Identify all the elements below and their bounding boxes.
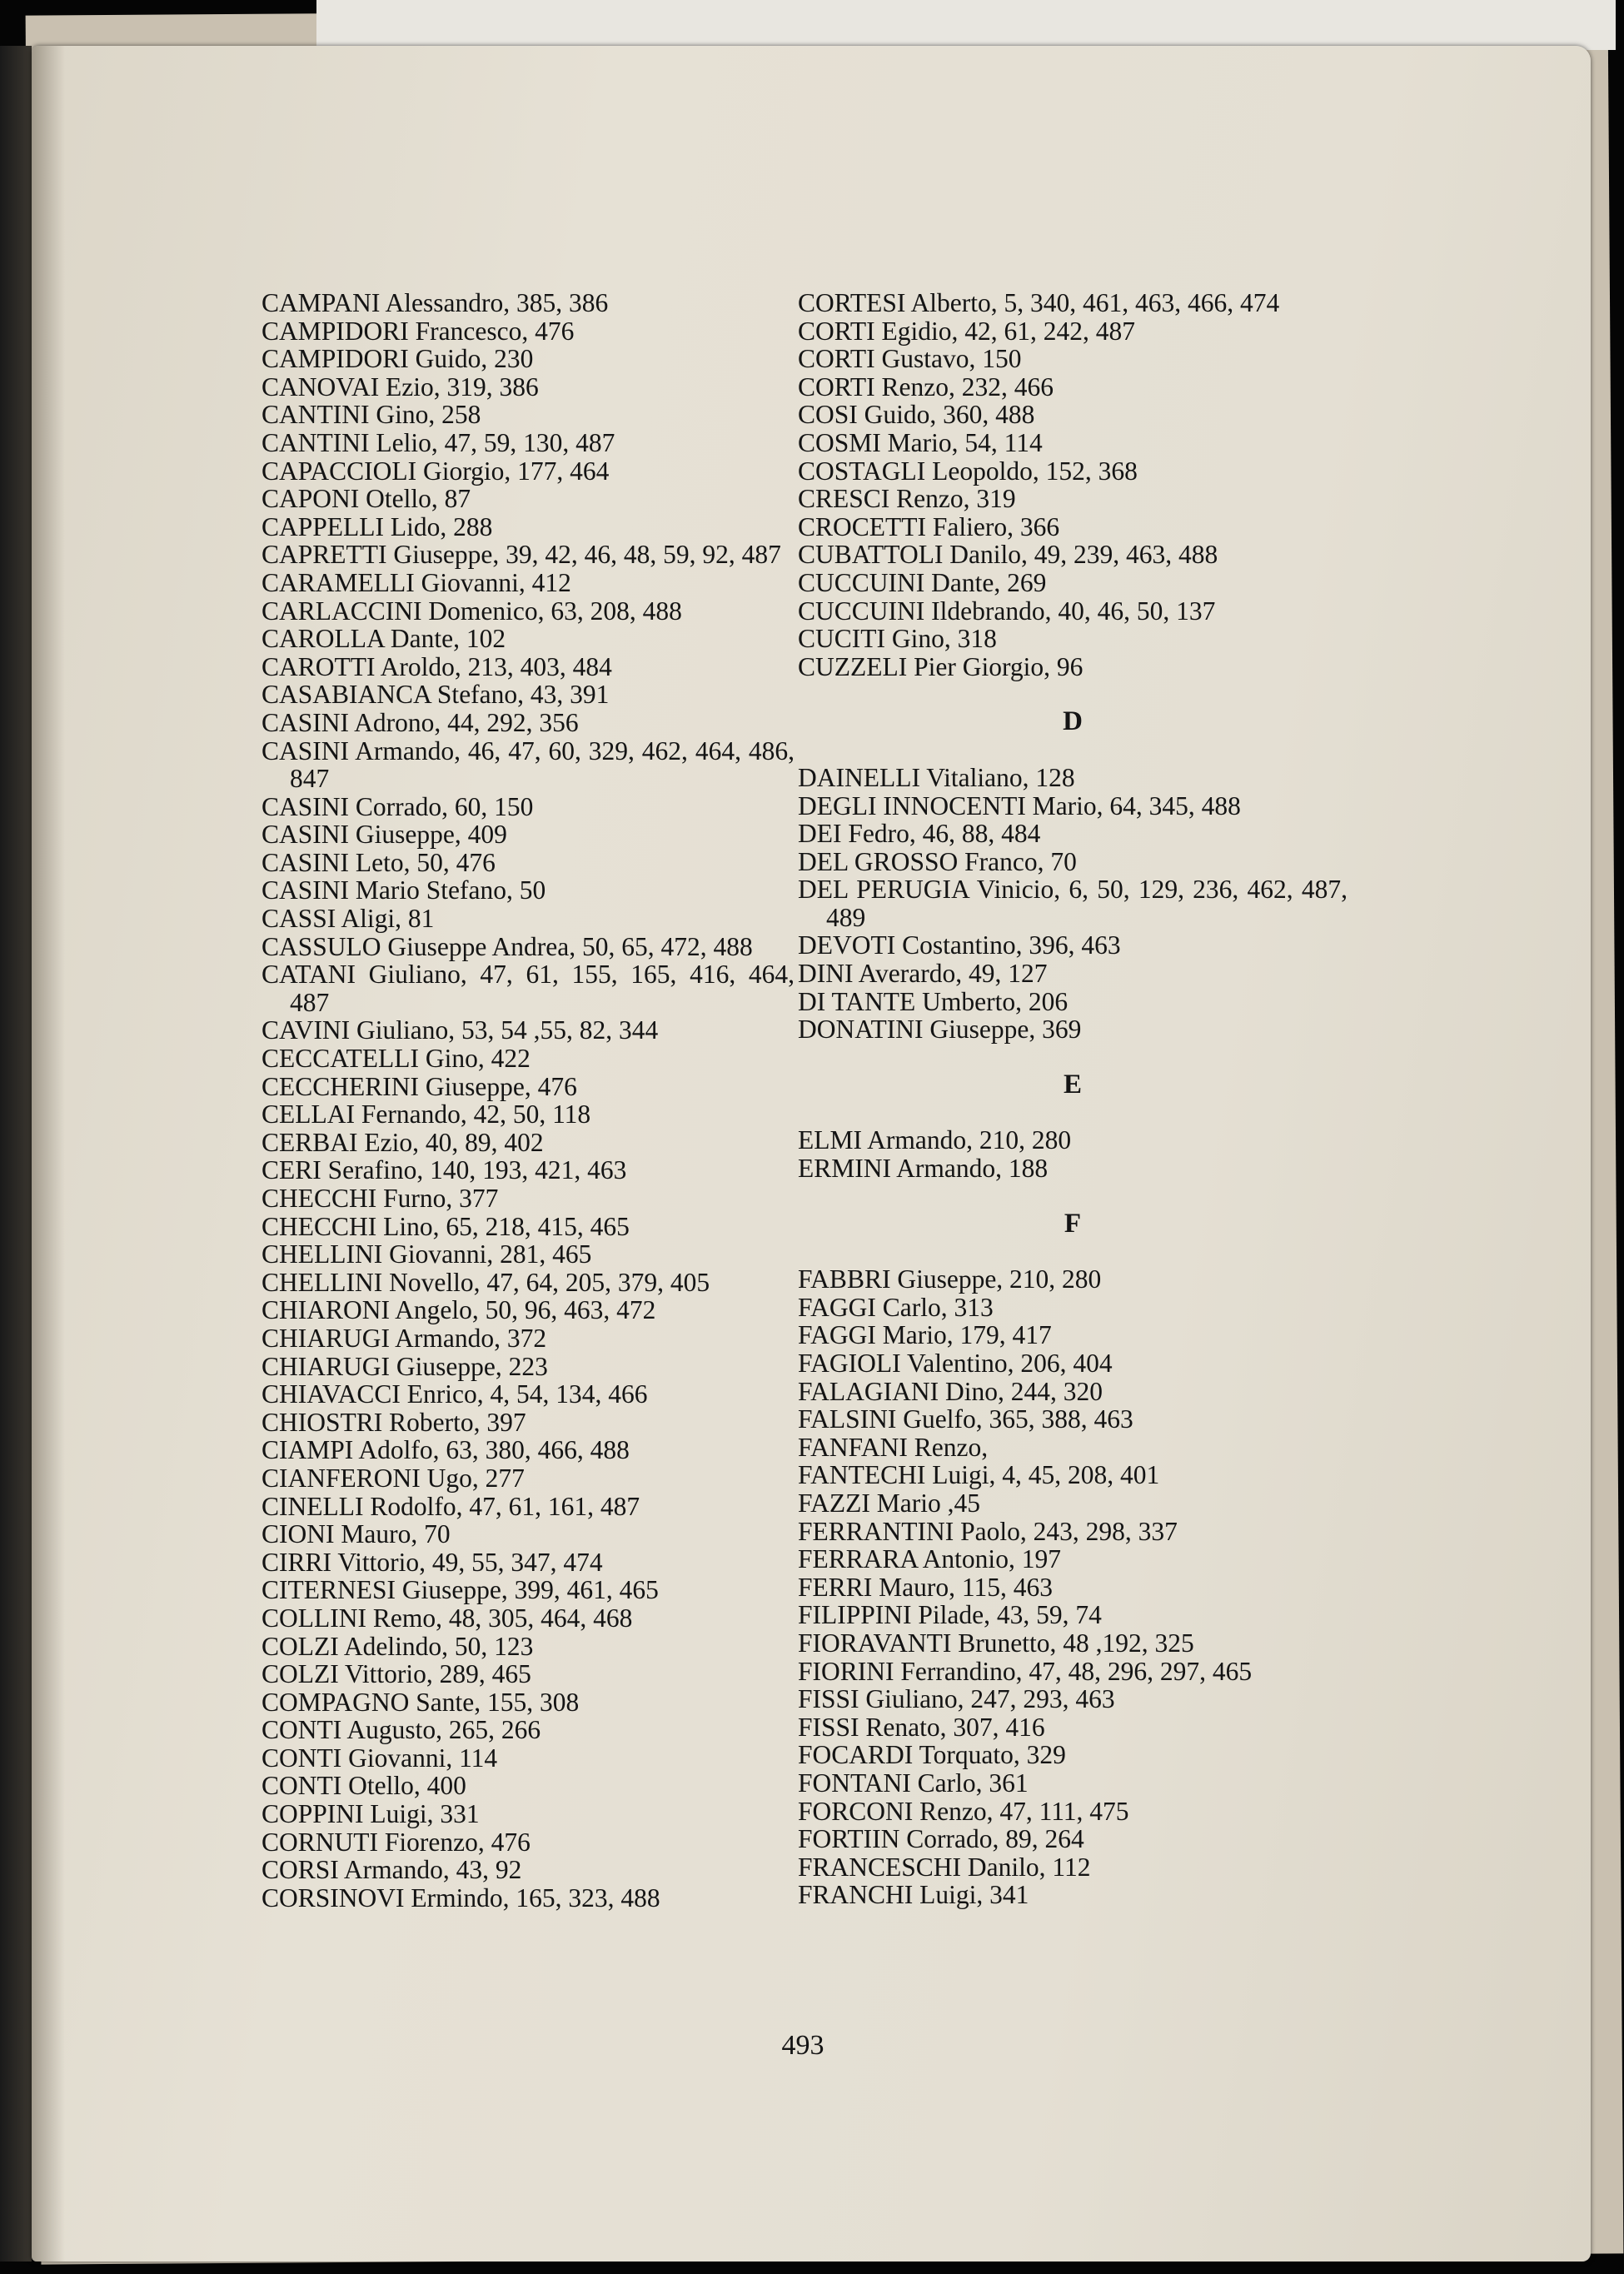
- book-spine-edge: [0, 46, 32, 2262]
- index-entry: FANFANI Renzo,: [798, 1432, 989, 1462]
- index-entry: DONATINI Giuseppe, 369: [798, 1015, 1082, 1045]
- index-entry: COLZI Vittorio, 289, 465: [262, 1659, 531, 1689]
- index-entry: FERRARA Antonio, 197: [798, 1544, 1061, 1574]
- index-entry: FRANCESCHI Danilo, 112: [798, 1852, 1091, 1882]
- index-entry: CERI Serafino, 140, 193, 421, 463: [262, 1155, 627, 1185]
- index-entry: CUZZELI Pier Giorgio, 96: [798, 651, 1083, 681]
- index-entry: FAGIOLI Valentino, 206, 404: [798, 1349, 1113, 1378]
- index-entry: CUCITI Gino, 318: [798, 624, 997, 654]
- index-entry: CORSINOVI Ermindo, 165, 323, 488: [262, 1883, 660, 1912]
- index-entry: CIONI Mauro, 70: [262, 1519, 451, 1549]
- index-entry: CASSULO Giuseppe Andrea, 50, 65, 472, 488: [262, 931, 753, 961]
- index-entry: FAGGI Mario, 179, 417: [798, 1320, 1052, 1350]
- index-entry: CASABIANCA Stefano, 43, 391: [262, 680, 610, 710]
- index-entry: CHIARUGI Armando, 372: [262, 1323, 547, 1353]
- index-entry: FABBRI Giuseppe, 210, 280: [798, 1264, 1102, 1294]
- index-entry: CELLAI Fernando, 42, 50, 118: [262, 1100, 591, 1130]
- index-entry: CAROLLA Dante, 102: [262, 624, 506, 654]
- index-entry: CHIARONI Angelo, 50, 96, 463, 472: [262, 1295, 656, 1325]
- index-entry: FILIPPINI Pilade, 43, 59, 74: [798, 1600, 1102, 1630]
- index-entry: FAGGI Carlo, 313: [798, 1292, 994, 1322]
- index-entry: CIRRI Vittorio, 49, 55, 347, 474: [262, 1547, 603, 1577]
- index-entry: FIORAVANTI Brunetto, 48 ,192, 325: [798, 1628, 1194, 1658]
- index-entry: CAROTTI Aroldo, 213, 403, 484: [262, 651, 612, 681]
- index-entry: CINELLI Rodolfo, 47, 61, 161, 487: [262, 1491, 640, 1521]
- index-entry: DEL GROSSO Franco, 70: [798, 846, 1077, 876]
- index-entry: CASINI Giuseppe, 409: [262, 820, 507, 850]
- underlying-paper-edge: [316, 0, 1616, 50]
- index-entry: CAMPANI Alessandro, 385, 386: [262, 288, 609, 317]
- index-entry: CORTESI Alberto, 5, 340, 461, 463, 466, 474: [798, 288, 1280, 317]
- index-entry: FIORINI Ferrandino, 47, 48, 296, 297, 465: [798, 1656, 1253, 1686]
- index-entry: CRESCI Renzo, 319: [798, 484, 1016, 514]
- index-entry: CIAMPI Adolfo, 63, 380, 466, 488: [262, 1435, 630, 1465]
- index-entry: CUCCUINI Ildebrando, 40, 46, 50, 137: [798, 596, 1216, 626]
- index-entry: FRANCHI Luigi, 341: [798, 1880, 1029, 1910]
- index-entry: CECCHERINI Giuseppe, 476: [262, 1071, 577, 1101]
- index-entry: CIANFERONI Ugo, 277: [262, 1463, 525, 1493]
- index-entry: CORSI Armando, 43, 92: [262, 1855, 522, 1885]
- index-letter-heading: D: [1063, 706, 1083, 737]
- index-entry: FERRI Mauro, 115, 463: [798, 1572, 1053, 1602]
- index-entry: CAMPIDORI Francesco, 476: [262, 316, 575, 346]
- index-entry: FORCONI Renzo, 47, 111, 475: [798, 1796, 1129, 1826]
- index-entry: COLZI Adelindo, 50, 123: [262, 1631, 534, 1661]
- index-column-left: [262, 289, 795, 1912]
- index-entry: CARLACCINI Domenico, 63, 208, 488: [262, 596, 682, 626]
- index-entry: CITERNESI Giuseppe, 399, 461, 465: [262, 1575, 659, 1605]
- index-entry: CORTI Egidio, 42, 61, 242, 487: [798, 316, 1135, 346]
- index-entry: CAVINI Giuliano, 53, 54 ,55, 82, 344: [262, 1015, 659, 1045]
- index-entry: CORTI Gustavo, 150: [798, 344, 1022, 374]
- index-entry: DEI Fedro, 46, 88, 484: [798, 819, 1041, 849]
- index-entry: CANTINI Gino, 258: [262, 400, 481, 430]
- index-entry: CASINI Leto, 50, 476: [262, 847, 496, 877]
- index-entry: CASINI Corrado, 60, 150: [262, 791, 534, 821]
- index-entry: COLLINI Remo, 48, 305, 464, 468: [262, 1603, 633, 1633]
- index-entry: DI TANTE Umberto, 206: [798, 986, 1069, 1016]
- index-entry: DEGLI INNOCENTI Mario, 64, 345, 488: [798, 790, 1241, 820]
- index-entry: CHECCHI Furno, 377: [262, 1184, 499, 1213]
- index-entry: CAPPELLI Lido, 288: [262, 511, 493, 541]
- index-entry: CAPONI Otello, 87: [262, 484, 471, 514]
- index-entry: DAINELLI Vitaliano, 128: [798, 762, 1075, 792]
- index-entry: CONTI Giovanni, 114: [262, 1743, 498, 1773]
- index-entry: FALSINI Guelfo, 365, 388, 463: [798, 1404, 1133, 1434]
- index-entry: CORNUTI Fiorenzo, 476: [262, 1827, 531, 1857]
- index-entry: FONTANI Carlo, 361: [798, 1768, 1029, 1798]
- index-entry: CONTI Augusto, 265, 266: [262, 1715, 541, 1745]
- index-entry: CUCCUINI Dante, 269: [798, 567, 1047, 597]
- index-entry: FERRANTINI Paolo, 243, 298, 337: [798, 1516, 1178, 1546]
- index-entry: FANTECHI Luigi, 4, 45, 208, 401: [798, 1460, 1160, 1490]
- index-entry: CHIARUGI Giuseppe, 223: [262, 1351, 548, 1381]
- index-entry: FAZZI Mario ,45: [798, 1488, 981, 1518]
- index-entry: CHELLINI Giovanni, 281, 465: [262, 1239, 592, 1269]
- index-letter-heading: F: [1064, 1208, 1082, 1239]
- index-entry: CATANI Giuliano, 47, 61, 155, 165, 416, 464, 487: [262, 960, 795, 1017]
- index-entry: FISSI Renato, 307, 416: [798, 1712, 1045, 1742]
- index-entry: DINI Averardo, 49, 127: [798, 959, 1048, 989]
- index-entry: COSTAGLI Leopoldo, 152, 368: [798, 456, 1138, 486]
- index-entry: CHIOSTRI Roberto, 397: [262, 1407, 526, 1437]
- index-entry: CANTINI Lelio, 47, 59, 130, 487: [262, 427, 615, 457]
- index-entry: CROCETTI Faliero, 366: [798, 511, 1060, 541]
- index-entry: CASSI Aligi, 81: [262, 904, 435, 934]
- index-entry: COMPAGNO Sante, 155, 308: [262, 1687, 580, 1717]
- index-letter-heading: E: [1063, 1069, 1082, 1100]
- index-entry: FOCARDI Torquato, 329: [798, 1740, 1066, 1770]
- index-entry: CONTI Otello, 400: [262, 1771, 466, 1801]
- index-column-right: [798, 289, 1348, 1909]
- index-entry: COSMI Mario, 54, 114: [798, 427, 1043, 457]
- index-entry: CORTI Renzo, 232, 466: [798, 372, 1054, 401]
- index-entry: CAMPIDORI Guido, 230: [262, 344, 534, 374]
- index-entry: CANOVAI Ezio, 319, 386: [262, 372, 539, 401]
- index-entry: CUBATTOLI Danilo, 49, 239, 463, 488: [798, 540, 1218, 570]
- index-entry: CERBAI Ezio, 40, 89, 402: [262, 1127, 544, 1157]
- index-entry: CASINI Adrono, 44, 292, 356: [262, 707, 579, 737]
- index-entry: CASINI Mario Stefano, 50: [262, 875, 546, 905]
- page-number: 493: [781, 2030, 824, 2061]
- index-entry: FORTIIN Corrado, 89, 264: [798, 1824, 1084, 1854]
- book-page: [32, 46, 1591, 2262]
- index-entry: FISSI Giuliano, 247, 293, 463: [798, 1684, 1115, 1714]
- gutter-shadow: [32, 46, 65, 2262]
- index-entry: CHIAVACCI Enrico, 4, 54, 134, 466: [262, 1379, 648, 1409]
- index-entry: ELMI Armando, 210, 280: [798, 1125, 1072, 1155]
- index-entry: FALAGIANI Dino, 244, 320: [798, 1376, 1103, 1406]
- index-entry: CHELLINI Novello, 47, 64, 205, 379, 405: [262, 1267, 710, 1297]
- index-entry: CAPRETTI Giuseppe, 39, 42, 46, 48, 59, 92, 487: [262, 540, 781, 570]
- index-entry: CASINI Armando, 46, 47, 60, 329, 462, 464, 486, 847: [262, 736, 795, 794]
- index-entry: CECCATELLI Gino, 422: [262, 1044, 531, 1074]
- index-entry: CAPACCIOLI Giorgio, 177, 464: [262, 456, 610, 486]
- index-entry: CARAMELLI Giovanni, 412: [262, 567, 571, 597]
- index-entry: ERMINI Armando, 188: [798, 1154, 1049, 1184]
- index-entry: CHECCHI Lino, 65, 218, 415, 465: [262, 1211, 630, 1241]
- index-entry: DEL PERUGIA Vinicio, 6, 50, 129, 236, 462, 487, 489: [798, 875, 1348, 932]
- index-entry: DEVOTI Costantino, 396, 463: [798, 930, 1121, 960]
- index-entry: COSI Guido, 360, 488: [798, 400, 1035, 430]
- index-entry: COPPINI Luigi, 331: [262, 1799, 480, 1829]
